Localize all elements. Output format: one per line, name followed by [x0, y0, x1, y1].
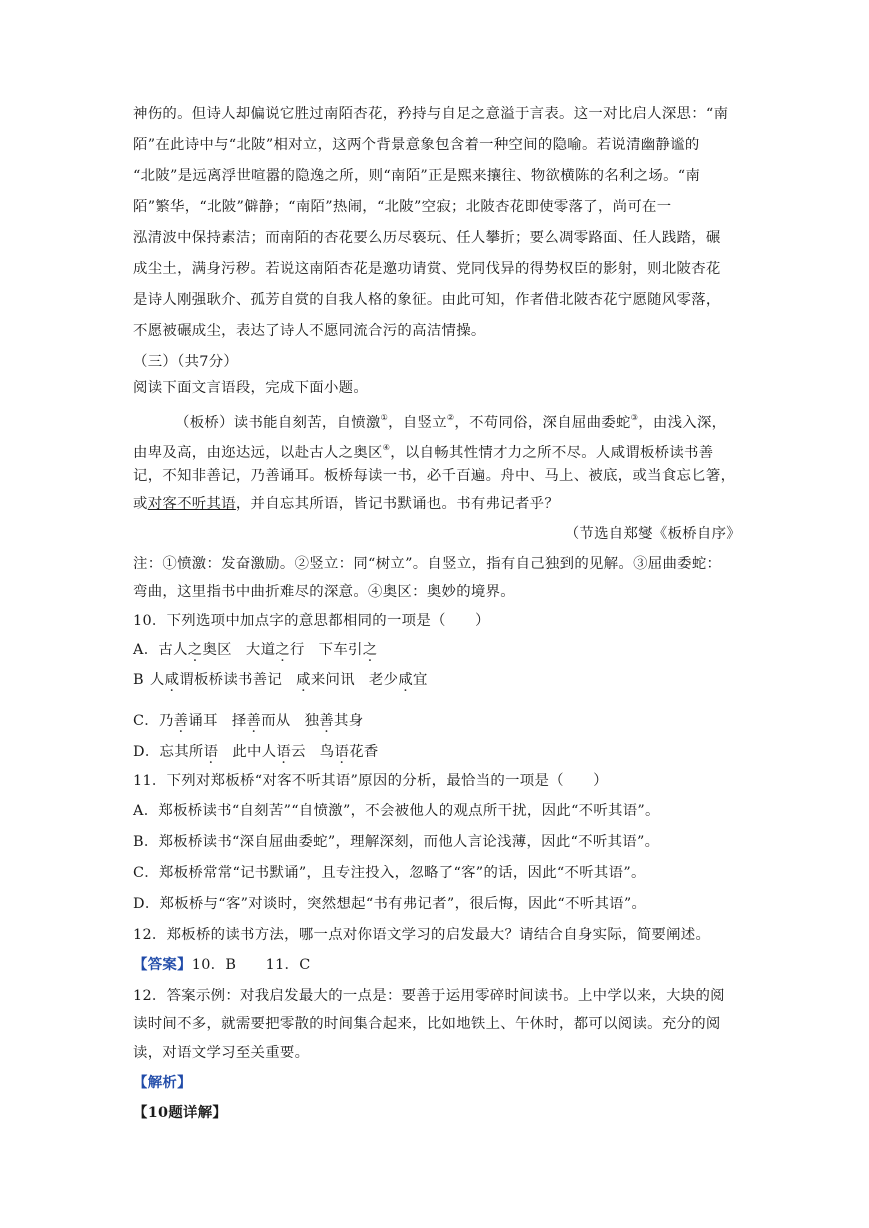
question-11-option-c: C．郑板桥常常“记书默诵”，且专注投入，忽略了“客”的话，因此“不听其语”。 — [133, 865, 646, 881]
answer-line: 【答案】10．B 11．C — [133, 956, 311, 973]
passage-line-1: 神伤的。但诗人却偏说它胜过南陌杏花，矜持与自足之意溢于言表。这一对比启人深思：“南 — [133, 106, 729, 122]
passage-line-7: 是诗人刚强耿介、孤芳自赏的自我人格的象征。由此可知，作者借北陂杏花宁愿随风零落， — [133, 292, 721, 308]
question-10-stem: 10．下列选项中加点字的意思都相同的一项是（ ） — [133, 613, 490, 629]
section-instruction: 阅读下面文言语段，完成下面小题。 — [133, 380, 369, 396]
classical-line-4: 或对客不听其语，并自忘其所语，皆记书默诵也。书有弗记者乎？ — [133, 496, 560, 512]
section-heading: （三）（共7分） — [133, 354, 239, 370]
question-11-stem: 11．下列对郑板桥“对客不听其语”原因的分析，最恰当的一项是（ ） — [133, 773, 608, 789]
answer-example-1: 12．答案示例：对我启发最大的一点是：要善于运用零碎时间读书。上中学以来，大块的阅 — [133, 988, 725, 1004]
answer-example-2: 读时间不多，就需要把零散的时间集合起来，比如地铁上、午休时，都可以阅读。充分的阅 — [133, 1016, 721, 1032]
question-10-option-a: A．古人之奥区 大道之行 下车引之 — [133, 642, 378, 658]
underlined-phrase: 对客不听其语 — [147, 496, 236, 512]
classical-line-2: 由卑及高，由迩达远，以赴古人之奥区④，以自畅其性情才力之所不尽。人咸谓板桥读书善 — [133, 443, 714, 461]
question-10-option-b: B 人咸谓板桥读书善记 咸来问讯 老少咸宜 — [133, 672, 428, 688]
answer-tag: 【答案】 — [133, 956, 192, 973]
classical-line-1: （板桥）读书能自刻苦，自愤激①，自竖立②，不苟同俗，深自屈曲委蛇③，由浅入深， — [175, 413, 727, 431]
passage-line-6: 成尘土，满身污秽。若说这南陌杏花是邀功请赏、党同伐异的得势权臣的影射，则北陂杏花 — [133, 261, 721, 277]
question-11-option-b: B．郑板桥读书“深自屈曲委蛇”，理解深刻，而他人言论浅薄，因此“不听其语”。 — [133, 834, 660, 850]
answer-example-3: 读，对语文学习至关重要。 — [133, 1045, 310, 1061]
analysis-tag: 【解析】 — [133, 1074, 192, 1091]
passage-line-5: 泓清波中保持素洁；而南陌的杏花要么历尽亵玩、任人攀折；要么凋零路面、任人践踏，碾 — [133, 230, 721, 246]
classical-source: （节选自郑燮《板桥自序》 — [564, 526, 741, 542]
question-12-stem: 12．郑板桥的读书方法，哪一点对你语文学习的启发最大？请结合自身实际，简要阐述。 — [133, 927, 711, 943]
passage-line-3: “北陂”是远离浮世喧嚣的隐逸之所，则“南陌”正是熙来攘往、物欲横陈的名利之场。“南 — [133, 168, 701, 184]
passage-line-4: 陌”繁华，“北陂”僻静；“南陌”热闹，“北陂”空寂；北陂杏花即使零落了，尚可在一 — [133, 199, 672, 215]
classical-line-3: 记，不知非善记，乃善诵耳。板桥每读一书，必千百遍。舟中、马上、被底，或当食忘匕箸， — [133, 468, 736, 484]
question-10-option-c: C．乃善诵耳 择善而从 独善其身 — [133, 713, 364, 729]
question-10-option-d: D．忘其所语 此中人语云 鸟语花香 — [133, 744, 379, 760]
classical-note-1: 注：①愤激：发奋激励。②竖立：同“树立”。自竖立，指有自己独到的见解。③屈曲委蛇： — [133, 556, 722, 572]
passage-line-2: 陌”在此诗中与“北陂”相对立，这两个背景意象包含着一种空间的隐喻。若说清幽静谧的 — [133, 137, 700, 153]
question-11-option-a: A．郑板桥读书“自刻苦”“自愤激”，不会被他人的观点所干扰，因此“不听其语”。 — [133, 803, 660, 819]
question-11-option-d: D．郑板桥与“客”对谈时，突然想起“书有弗记者”，很后悔，因此“不听其语”。 — [133, 896, 647, 912]
question-10-detail-heading: 【10题详解】 — [133, 1104, 228, 1121]
classical-note-2: 弯曲，这里指书中曲折难尽的深意。④奥区：奥妙的境界。 — [133, 584, 515, 600]
passage-line-8: 不愿被碾成尘，表达了诗人不愿同流合污的高洁情操。 — [133, 323, 486, 339]
